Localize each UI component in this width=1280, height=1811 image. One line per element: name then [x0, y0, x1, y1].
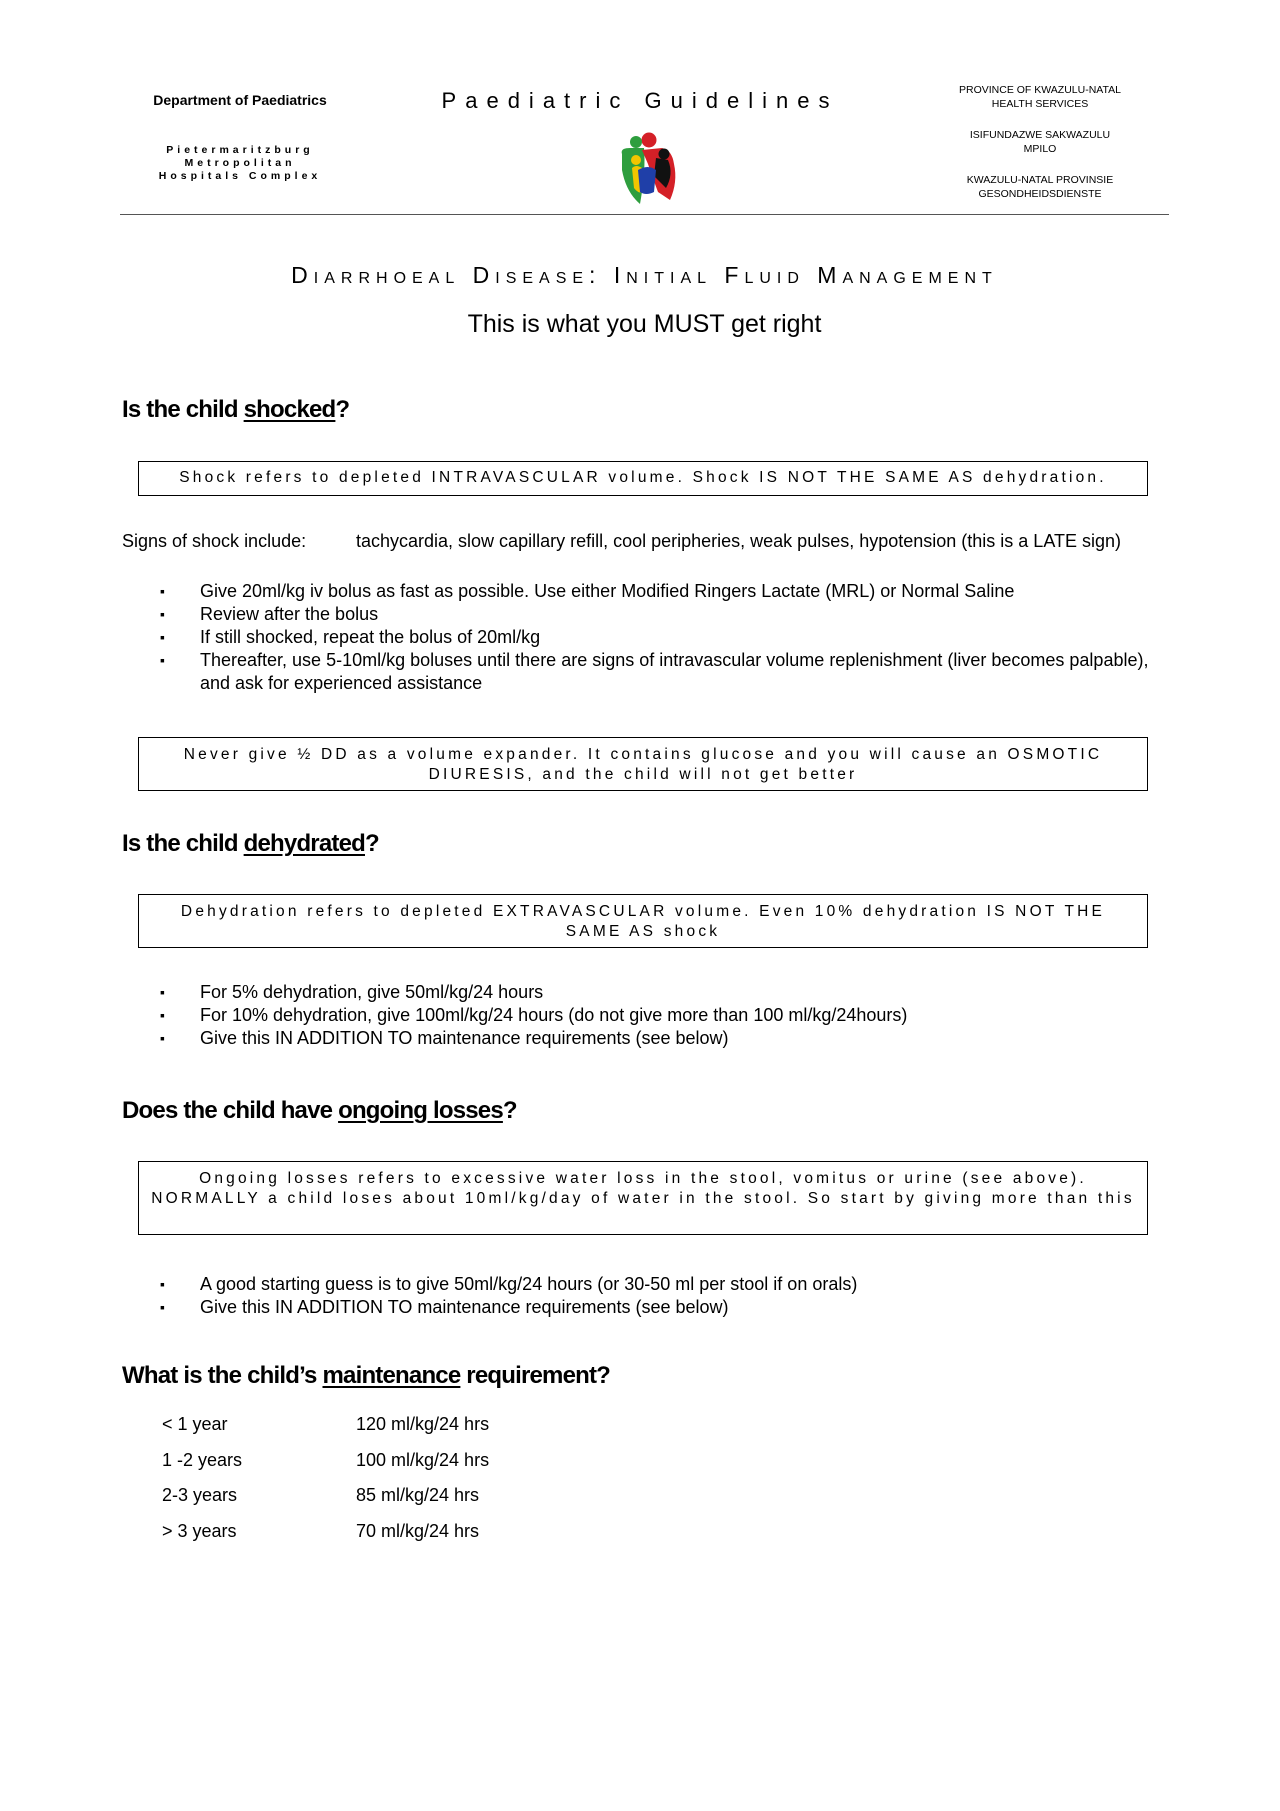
table-row: [162, 1514, 489, 1550]
dehydration-definition-box: Dehydration refers to depleted EXTRAVASCULAR volume. Even 10% dehydration IS NOT THE SAME AS shock: [138, 894, 1148, 948]
table-row: [162, 1407, 489, 1443]
losses-list: [160, 1273, 1150, 1319]
header-right: [940, 83, 1140, 218]
warning-box: Never give ½ DD as a volume expander. It contains glucose and you will cause an OSMOTIC DIURESIS, and the child will not get better: [138, 737, 1148, 791]
heading-text: What is the child’s: [122, 1362, 323, 1389]
document-subtitle: This is what you MUST get right: [467, 310, 822, 338]
rate-cell: 85 ml/kg/24 hrs: [356, 1485, 480, 1506]
age-cell: > 3 years: [162, 1520, 237, 1541]
header-divider: [120, 214, 1169, 215]
kzn-health-logo-icon: [612, 130, 684, 210]
province-line: ISIFUNDAZWE SAKWAZULU MPILO: [969, 129, 1111, 155]
list-item: ▪ Thereafter, use 5-10ml/kg boluses until there are signs of intravascular volume replenishment (liver becomes palpable), and ask for experienced assistance: [160, 649, 1150, 695]
age-cell: 2-3 years: [162, 1485, 238, 1506]
rate-cell: 120 ml/kg/24 hrs: [356, 1414, 490, 1435]
section-heading-ongoing-losses: [122, 1097, 517, 1125]
age-cell: 1 -2 years: [162, 1449, 243, 1470]
heading-text: Is the child: [122, 396, 244, 423]
list-item: ▪ Give this IN ADDITION TO maintenance requirements (see below): [160, 1296, 1150, 1319]
section-heading-shocked: [122, 396, 349, 424]
header-left: [125, 92, 355, 183]
heading-keyword: ongoing losses: [338, 1097, 503, 1124]
list-item: ▪ Give this IN ADDITION TO maintenance requirements (see below): [160, 1027, 1150, 1050]
heading-text: requirement?: [460, 1362, 611, 1389]
department-name: Department of Paediatrics: [153, 92, 327, 108]
shock-steps-list: [160, 580, 1150, 695]
section-heading-maintenance: [122, 1362, 610, 1390]
list-item: ▪ Review after the bolus: [160, 603, 1150, 626]
section-heading-dehydrated: [122, 830, 379, 858]
maintenance-table: [162, 1407, 489, 1549]
province-line: PROVINCE OF KWAZULU-NATAL HEALTH SERVICES: [959, 84, 1121, 110]
table-row: [162, 1478, 489, 1514]
dehydration-list: [160, 981, 1150, 1050]
heading-keyword: shocked: [243, 396, 336, 423]
list-item: ▪ If still shocked, repeat the bolus of 20ml/kg: [160, 626, 1150, 649]
guidelines-title: Paediatric Guidelines: [441, 88, 839, 113]
heading-text: ?: [502, 1097, 517, 1124]
heading-text: Is the child: [122, 830, 244, 857]
heading-keyword: maintenance: [322, 1362, 461, 1389]
complex-line: Hospitals Complex: [158, 170, 322, 182]
complex-line: Pietermaritzburg: [166, 144, 314, 156]
signs-value: tachycardia, slow capillary refill, cool peripheries, weak pulses, hypotension (this is a LATE sign): [356, 531, 1122, 551]
shock-definition-box: Shock refers to depleted INTRAVASCULAR volume. Shock IS NOT THE SAME AS dehydration.: [138, 461, 1148, 496]
list-item: ▪ Give 20ml/kg iv bolus as fast as possible. Use either Modified Ringers Lactate (MRL) or Normal Saline: [160, 580, 1150, 603]
hospital-complex: [125, 144, 355, 183]
age-cell: < 1 year: [162, 1414, 228, 1435]
province-line: KWAZULU-NATAL PROVINSIE GESONDHEIDSDIENSTE: [966, 174, 1114, 200]
table-row: [162, 1443, 489, 1479]
complex-line: Metropolitan: [184, 157, 296, 169]
heading-text: ?: [365, 830, 379, 857]
rate-cell: 100 ml/kg/24 hrs: [356, 1449, 490, 1470]
list-item: ▪ For 10% dehydration, give 100ml/kg/24 hours (do not give more than 100 ml/kg/24hours): [160, 1004, 1150, 1027]
heading-text: Does the child have: [122, 1097, 339, 1124]
document-title: Diarrhoeal Disease: Initial Fluid Management: [291, 262, 998, 288]
list-item: ▪ For 5% dehydration, give 50ml/kg/24 hours: [160, 981, 1150, 1004]
list-item: ▪ A good starting guess is to give 50ml/kg/24 hours (or 30-50 ml per stool if on orals): [160, 1273, 1150, 1296]
rate-cell: 70 ml/kg/24 hrs: [356, 1520, 480, 1541]
header-center: [400, 88, 880, 114]
heading-text: ?: [335, 396, 350, 423]
ongoing-losses-box: Ongoing losses refers to excessive water loss in the stool, vomitus or urine (see above). NORMALLY a child loses about 10ml/kg/day of water in the stool. So start by giving more than this: [138, 1161, 1148, 1235]
heading-keyword: dehydrated: [243, 830, 365, 857]
signs-label: Signs of shock include:: [122, 531, 307, 551]
